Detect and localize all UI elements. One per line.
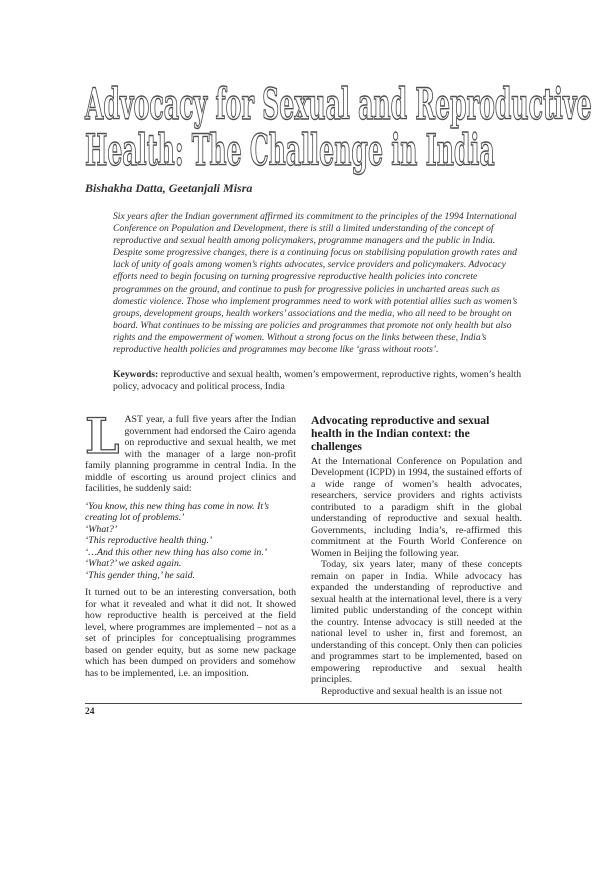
dialogue-quote-block [85,501,296,582]
keywords-label: Keywords: [113,369,159,380]
paragraph-reflection: It turned out to be an interesting conversation, both for what it revealed and what it did not. It showed how reproductive health is perceived at the field level, where programmes are implemented – not as a set of principles for conceptualising programmes based on gender equity, but as some new package which has been dumped on providers and somehow has to be implemented, i.e. an imposition. [85,587,296,679]
article-abstract: Six years after the Indian government affirmed its commitment to the principles of the 1994 International Conference on Population and Development, there is still a limited understanding of the concept of reproductive and sexual health among policymakers, programme managers and the public in India. Despite some progressive changes, there is a continuing focus on stabilising population growth rates and lack of unity of goals among women’s rights advocates, service providers and policymakers. Advocacy efforts need to begin focusing on turning progressive reproductive health policies into concrete programmes on the ground, and continue to push for progressive policies in uncharted areas such as domestic violence. Those who implement programmes need to work with potential allies such as women’s groups, development groups, health workers’ associations and the media, who all need to be brought on board. What continues to be missing are policies and programmes that promote not only health but also rights and the empowerment of women. Without a strong focus on the links between these, India’s reproductive health policies and programmes may become like ‘grass without roots’. [113,211,518,356]
body-column-left [85,407,296,679]
article-title-line-1: Advocacy for Sexual and Reproductive [85,80,592,130]
quote-line: ‘This gender thing,’ he said. [85,569,195,581]
article-title [85,82,605,174]
keywords-text: reproductive and sexual health, women’s empowerment, reproductive rights, women’s health policy, advocacy and political process, India [113,369,522,393]
drop-cap-letter: L [85,407,120,465]
article-keywords [113,369,522,393]
section-heading: Advocating reproductive and sexual health in the Indian context: the challenges [311,414,490,454]
quote-line: ‘…And this other new thing has also come in.’ [85,546,268,558]
body-column-right [311,414,522,697]
quote-line: ‘You know, this new thing has come in now. It’s creating lot of problems.’ [85,500,269,523]
article-title-line-2: Health: The Challenge in India [85,126,495,176]
paragraph-opening [85,407,296,495]
quote-line: ‘This reproductive health thing.’ [85,535,213,546]
paragraph-continuation: Reproductive and sexual health is an issue not [321,685,502,697]
quote-line: ‘What?’ we asked again. [85,558,182,569]
article-authors: Bishakha Datta, Geetanjali Misra [85,181,253,195]
page-number: 24 [85,707,95,717]
footer-rule [85,703,522,704]
paragraph-today: Today, six years later, many of these concepts remain on paper in India. While advocacy has expanded the understanding of reproductive and sexual health at the international level, there is a very limited public understanding of the concept within the country. Intense advocacy is still needed at the national level to usher in, first and foremost, an understanding of this concept. Only then can policies and programmes start to be implemented, based on empowering reproductive and sexual health principles. [311,559,522,686]
quote-line: ‘What?’ [85,523,118,535]
paragraph-opening-text: AST year, a full five years after the Indian government had endorsed the Cairo agenda on reproductive and sexual health, we met with the manager of a large non-profit family planning programme in central India. In the middle of escorting us around project clinics and facilities, he suddenly said: [85,414,296,494]
paragraph-icpd: At the International Conference on Population and Development (ICPD) in 1994, the sustained efforts of a wide range of women’s health advocates, researchers, service providers and rights activists contributed to a paradigm shift in the global understanding of reproductive and sexual health. Governments, including India’s, re-affirmed this commitment at the Fourth World Conference on Women in Beijing the following year. [311,455,522,559]
